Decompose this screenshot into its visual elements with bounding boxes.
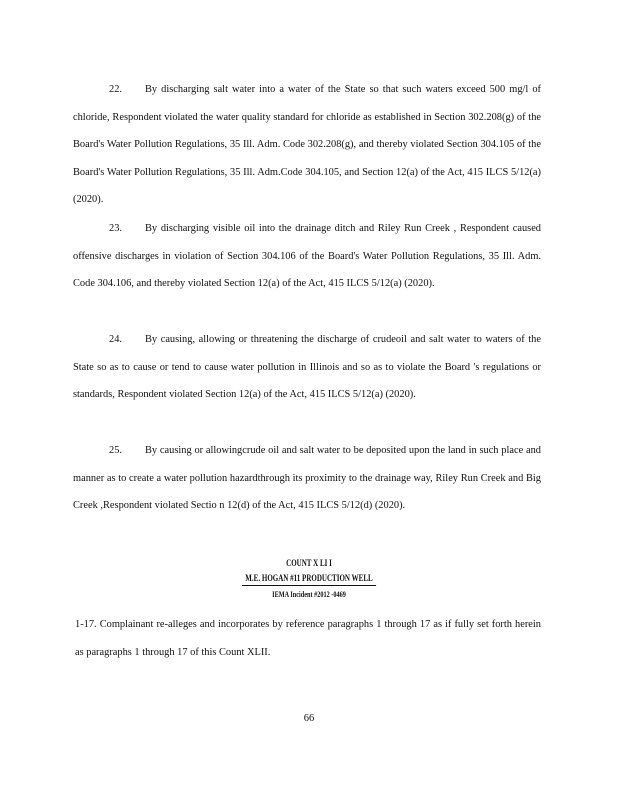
well-heading-text: M.E. HOGAN #11 PRODUCTION WELL (242, 572, 376, 586)
paragraph-24 (73, 326, 541, 409)
count-heading: COUNT X LI I (286, 558, 332, 568)
paragraph-text: By discharging salt water into a water of the State so that such waters exceed 500 mg/l of chloride, Respondent violated the water quality standard for chloride as established in Section 302.208(g) of the Board's Water Pollution Regulations, 35 Ill. Adm. Code 302.208(g), and thereby violated Section 304.105 of the Board's Water Pollution Regulations, 35 Ill. Adm.Code 304.105, and Section 12(a) of the Act, 415 ILCS 5/12(a) (2020). (73, 84, 541, 206)
page-number: 66 (303, 713, 315, 724)
paragraph-number: 22. (109, 84, 122, 95)
paragraph-number: 25. (109, 445, 122, 456)
paragraph-number: 23. (109, 223, 122, 234)
paragraph-25 (73, 437, 541, 520)
paragraph-22 (73, 76, 541, 214)
paragraph-text: By causing, allowing or threatening the discharge of crudeoil and salt water to waters of the State so as to cause or tend to cause water pollution in Illinois and so as to violate the Board 's regulations or standards, Respondent violated Section 12(a) of the Act, 415 ILCS 5/12(a) (2020). (73, 334, 541, 401)
paragraph-text: By discharging visible oil into the drainage ditch and Riley Run Creek , Respondent caused offensive discharges in violation of Section 304.106 of the Board's Water Pollution Regulations, 35 Ill. Adm. Code 304.106, and thereby violated Section 12(a) of the Act, 415 ILCS 5/12(a) (2020). (73, 223, 541, 290)
incident-heading: IEMA Incident #2012 -0469 (272, 590, 346, 599)
realleges-paragraph: 1-17. Complainant re-alleges and incorporates by reference paragraphs 1 through 17 as if fully set forth herein as paragraphs 1 through 17 of this Count XLII. (75, 619, 541, 658)
paragraph-23 (73, 215, 541, 298)
paragraph-number: 24. (109, 334, 122, 345)
paragraph-text: By causing or allowingcrude oil and salt water to be deposited upon the land in such place and manner as to create a water pollution hazardthrough its proximity to the drainage way, Riley Run Creek and Big Creek ,Respondent violated Sectio n 12(d) of the Act, 415 ILCS 5/12(d) (2020). (73, 445, 541, 512)
well-heading (68, 572, 550, 586)
